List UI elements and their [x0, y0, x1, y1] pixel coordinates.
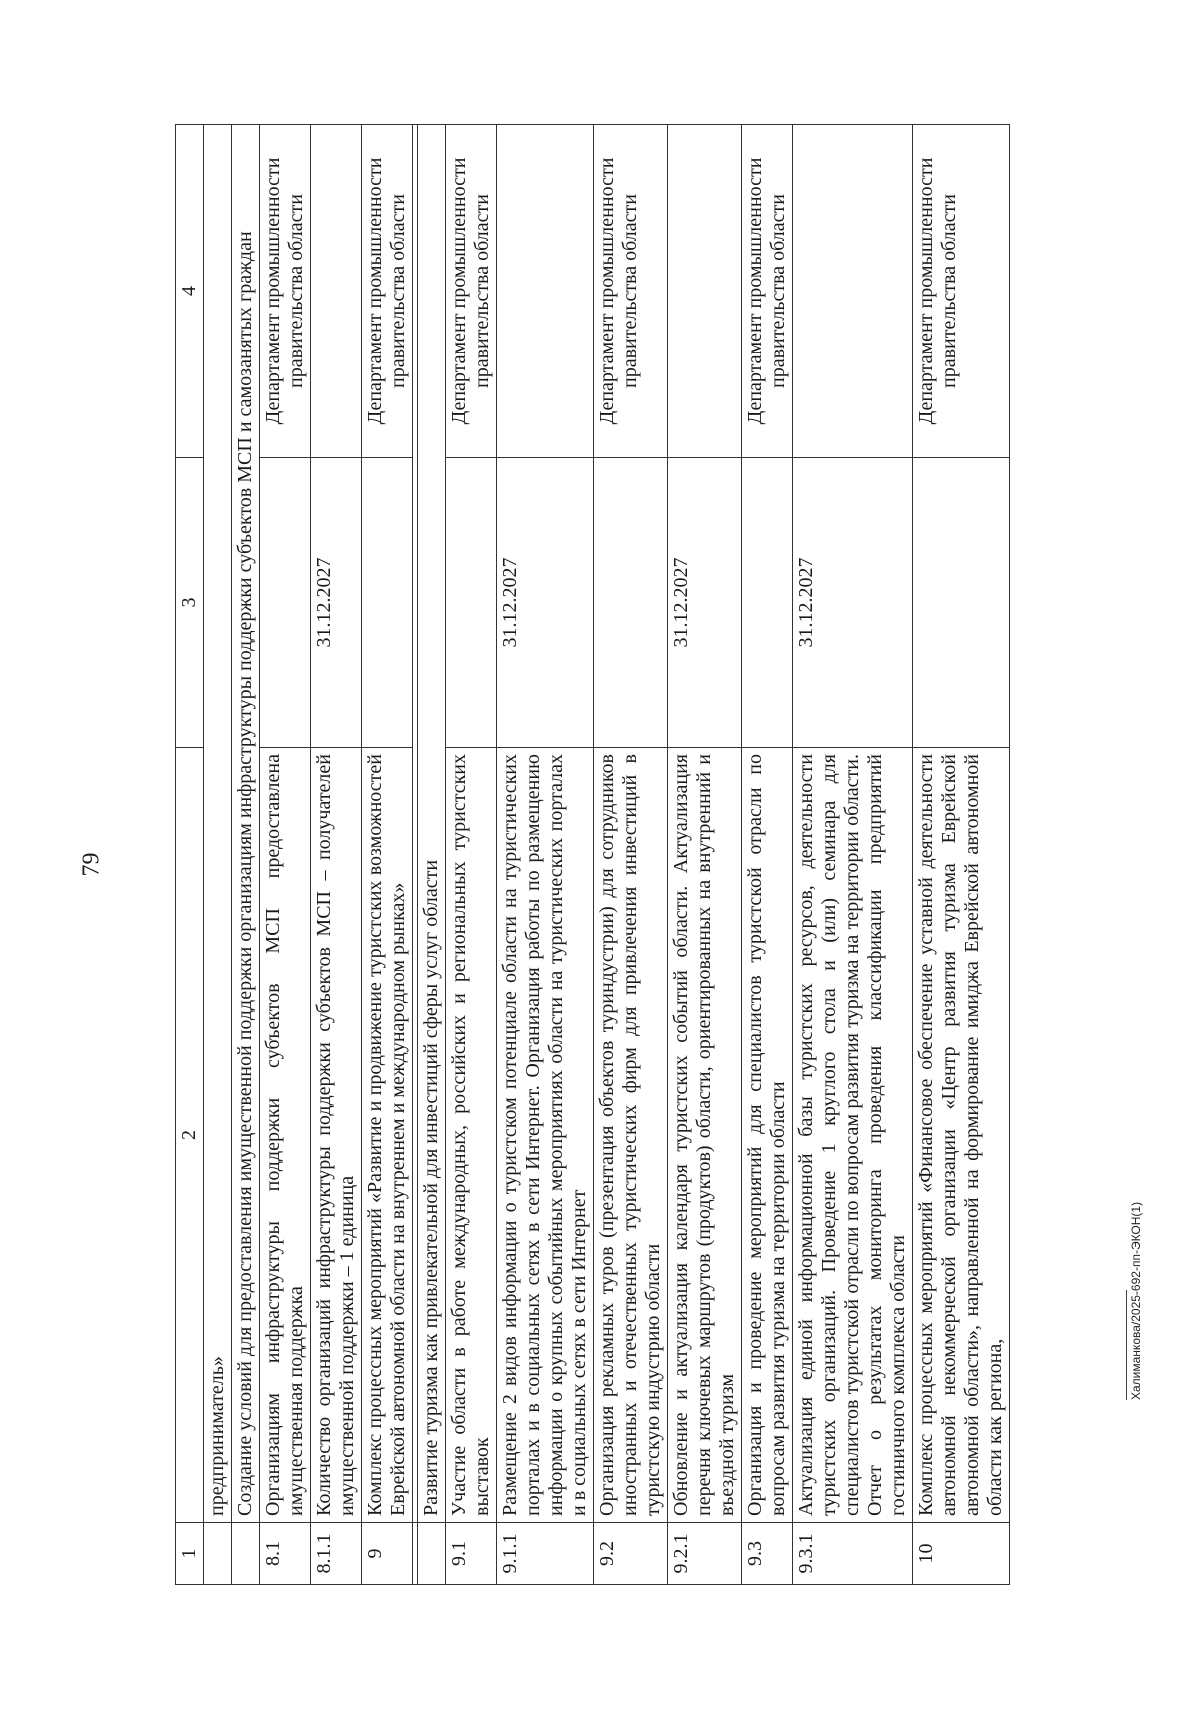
- document-table: [175, 124, 1010, 1585]
- row-deadline: 31.12.2027: [311, 458, 362, 748]
- section-row: [232, 125, 260, 1585]
- row-description: Организация и проведение мероприятий для специалистов туристской отрасли по вопросам развития туризма на территории области: [742, 748, 793, 1523]
- row-deadline: 31.12.2027: [497, 458, 594, 748]
- table-row: [362, 125, 413, 1585]
- row-number: 8.1: [260, 1523, 311, 1585]
- header-row: [176, 125, 204, 1585]
- row-responsible: Департамент промышленности правительства области: [742, 125, 793, 458]
- table-row: [260, 125, 311, 1585]
- row-responsible: [668, 125, 742, 458]
- row-responsible: Департамент промышленности правительства области: [446, 125, 497, 458]
- footer-rule: [1126, 1290, 1127, 1400]
- table-row: [311, 125, 362, 1585]
- document-footer: [1126, 1100, 1143, 1400]
- section-row: [204, 125, 232, 1585]
- rotated-table-container: [175, 125, 1090, 1585]
- row-deadline: 31.12.2027: [793, 458, 913, 748]
- row-number: 9.2: [594, 1523, 668, 1585]
- row-number: 9.1: [446, 1523, 497, 1585]
- row-deadline: [260, 458, 311, 748]
- header-cell: 3: [176, 458, 204, 748]
- row-responsible: Департамент промышленности правительства области: [594, 125, 668, 458]
- row-deadline: 31.12.2027: [668, 458, 742, 748]
- row-number: 9.2.1: [668, 1523, 742, 1585]
- row-responsible: [793, 125, 913, 458]
- table-row: [793, 125, 913, 1585]
- row-responsible: Департамент промышленности правительства области: [260, 125, 311, 458]
- table-row: [446, 125, 497, 1585]
- row-number: 9.1.1: [497, 1523, 594, 1585]
- row-responsible: [311, 125, 362, 458]
- blank-cell: [204, 1523, 232, 1585]
- row-number: 9.3: [742, 1523, 793, 1585]
- blank-cell: [232, 1523, 260, 1585]
- row-deadline: [446, 458, 497, 748]
- row-description: Организациям инфраструктуры поддержки субъектов МСП предоставлена имущественная поддержка: [260, 748, 311, 1523]
- table-body: [176, 125, 1010, 1585]
- table-row: [668, 125, 742, 1585]
- row-responsible: [497, 125, 594, 458]
- section-text: предприниматель»: [204, 125, 232, 1523]
- table-row: [742, 125, 793, 1585]
- row-description: Обновление и актуализация календаря туристских событий области. Актуализация перечня ключевых маршрутов (продуктов) области, ориентированных на внутренний и въездной туризм: [668, 748, 742, 1523]
- row-deadline: [742, 458, 793, 748]
- section-text: Развитие туризма как привлекательной для инвестиций сферы услуг области: [418, 125, 446, 1523]
- row-number: 9: [362, 1523, 413, 1585]
- row-description: Организация рекламных туров (презентация объектов туриндустрии) для сотрудников иностранных и отечественных туристических фирм для привлечения инвестиций в туристскую индустрию области: [594, 748, 668, 1523]
- page-number: 79: [78, 852, 105, 877]
- row-description: Количество организаций инфраструктуры поддержки субъектов МСП – получателей имущественной поддержки – 1 единица: [311, 748, 362, 1523]
- row-deadline: [362, 458, 413, 748]
- footer-text: Халиманкова/2025-692-пп-ЭКОН(1): [1129, 1201, 1143, 1400]
- header-cell: 2: [176, 748, 204, 1523]
- row-number: 10: [913, 1523, 1010, 1585]
- row-responsible: Департамент промышленности правительства области: [913, 125, 1010, 458]
- row-deadline: [594, 458, 668, 748]
- row-deadline: [913, 458, 1010, 748]
- table-row: [913, 125, 1010, 1585]
- table-row: [497, 125, 594, 1585]
- row-description: Размещение 2 видов информации о туристском потенциале области на туристических порталах и в социальных сетях в сети Интернет. Организация работы по размещению информации о крупных событийных мероприятиях области на туристических порталах и в социальных сетях в сети Интернет: [497, 748, 594, 1523]
- row-description: Участие области в работе международных, российских и региональных туристских выставок: [446, 748, 497, 1523]
- row-description: Комплекс процессных мероприятий «Развитие и продвижение туристских возможностей Еврейской автономной области на внутреннем и международном рынках»: [362, 748, 413, 1523]
- row-number: 9.3.1: [793, 1523, 913, 1585]
- row-responsible: Департамент промышленности правительства области: [362, 125, 413, 458]
- section-text: Создание условий для предоставления имущественной поддержки организациям инфраструктуры поддержки субъектов МСП и самозанятых граждан: [232, 125, 260, 1523]
- section-row: [418, 125, 446, 1585]
- row-description: Комплекс процессных мероприятий «Финансовое обеспечение уставной деятельности автономной некоммерческой организации «Центр развития туризма Еврейской автономной области», направленной на формирование имиджа Еврейской автономной области как региона,: [913, 748, 1010, 1523]
- table-row: [594, 125, 668, 1585]
- header-cell: 1: [176, 1523, 204, 1585]
- row-number: 8.1.1: [311, 1523, 362, 1585]
- header-cell: 4: [176, 125, 204, 458]
- row-description: Актуализация единой информационной базы туристских ресурсов, деятельности туристских организаций. Проведение 1 круглого стола и (или) семинара для специалистов туристской отрасли по вопросам развития туризма на территории области. Отчет о результатах мониторинга проведения классификации предприятий гостиничного комплекса области: [793, 748, 913, 1523]
- blank-cell: [418, 1523, 446, 1585]
